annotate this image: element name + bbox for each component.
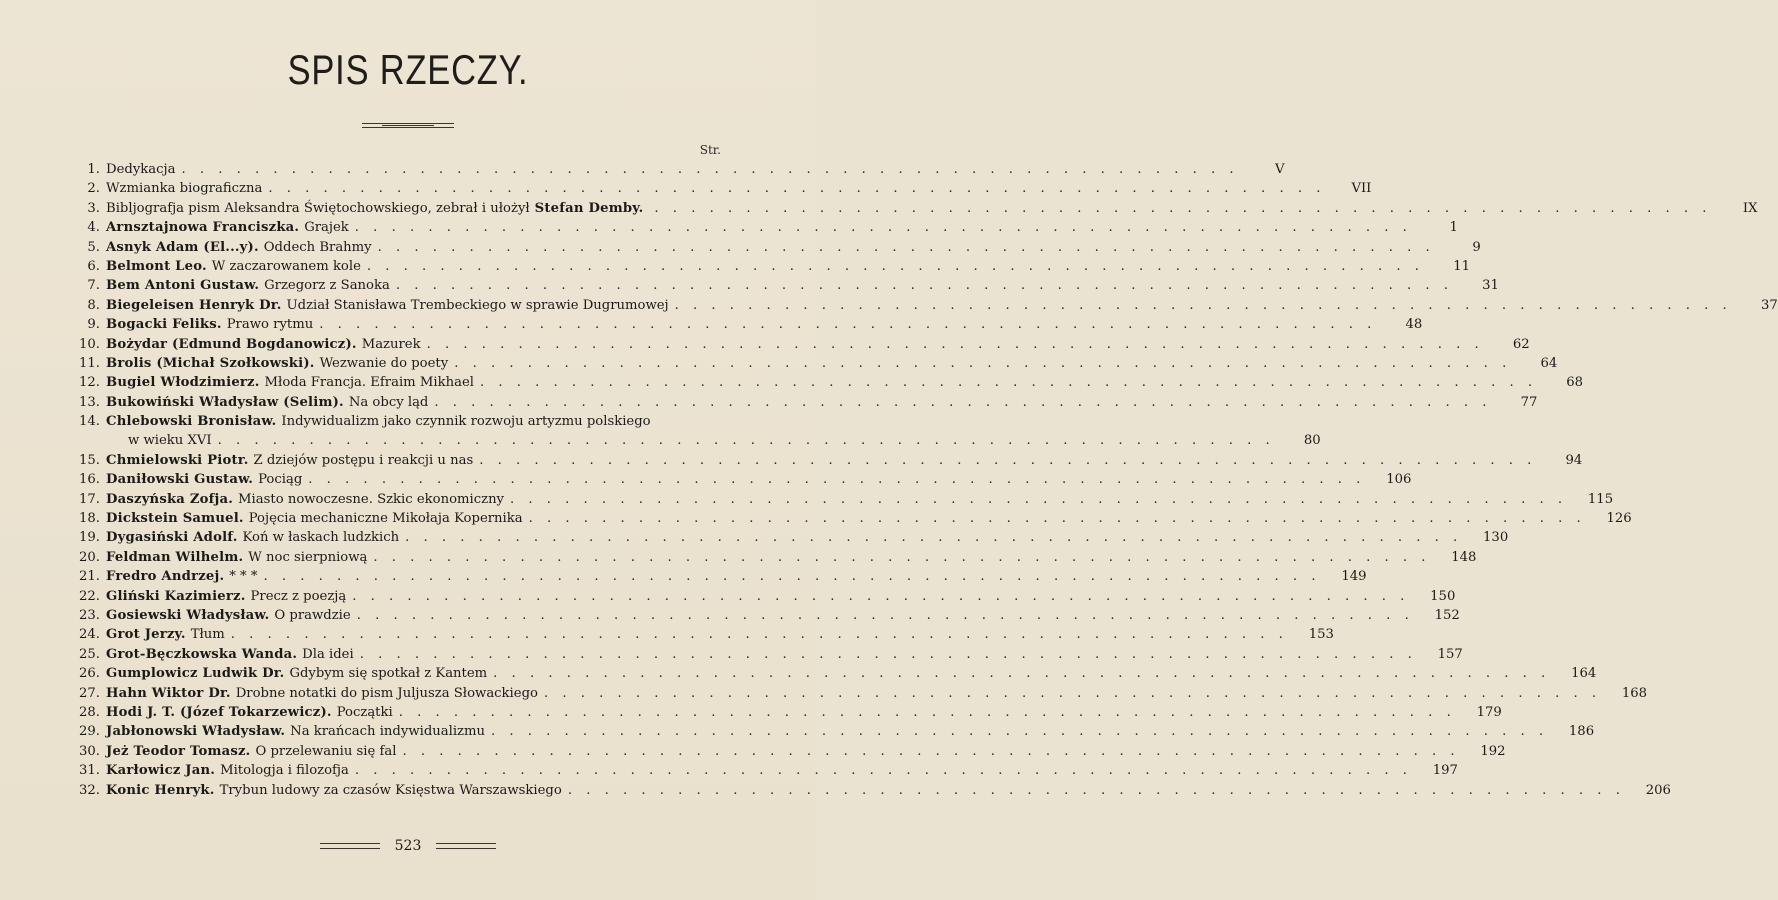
- entry-page: VII: [1351, 181, 1372, 197]
- title-rule-ornament: [362, 123, 454, 128]
- leader-dots: [181, 160, 1238, 179]
- entry-page: 186: [1568, 724, 1595, 740]
- toc-entry: [76, 412, 1321, 451]
- entry-page: 197: [1432, 763, 1458, 779]
- entry-author: Grot Jerzy.: [106, 627, 186, 643]
- entry-number: 27.: [79, 685, 100, 701]
- entry-author: Bukowiński Władysław (Selim).: [106, 394, 344, 410]
- toc-entry: [76, 276, 1499, 295]
- page-column-label: Str.: [699, 143, 721, 157]
- entry-author: Brolis (Michał Szołkowski).: [106, 355, 315, 371]
- toc-entry: [76, 238, 1481, 257]
- leader-dots: [396, 276, 1453, 295]
- entry-page: 1: [1449, 220, 1458, 236]
- entry-page: 31: [1482, 278, 1499, 294]
- leader-dots: [263, 567, 1320, 586]
- leader-dots: [319, 315, 1376, 334]
- entry-page: 168: [1621, 685, 1648, 701]
- entry-page: V: [1275, 162, 1285, 177]
- entry-title: * * *: [229, 569, 258, 585]
- leader-dots: [308, 470, 1365, 489]
- entry-title: Grajek: [304, 220, 349, 236]
- entry-author: Chmielowski Piotr.: [106, 452, 249, 468]
- entry-page: 94: [1565, 452, 1583, 468]
- page-footer: [0, 838, 816, 854]
- leader-dots: [479, 451, 1536, 470]
- entry-author: Hahn Wiktor Dr.: [106, 685, 231, 701]
- entry-number: 26.: [79, 666, 100, 682]
- entry-number: 11.: [79, 355, 100, 371]
- entry-title: Z dziejów postępu i reakcji u nas: [253, 452, 474, 468]
- entry-page: 9: [1472, 239, 1481, 255]
- toc-entry: [76, 548, 1477, 567]
- entry-author: Daniłowski Gustaw.: [106, 472, 254, 488]
- entry-number: 14.: [79, 414, 100, 430]
- entry-page: 126: [1606, 511, 1632, 527]
- entry-title: Dedykacja: [106, 162, 176, 177]
- leader-dots: [480, 373, 1537, 392]
- entry-page: 179: [1476, 704, 1502, 720]
- entry-compiler: Stefan Demby.: [534, 200, 644, 216]
- toc-entry: [76, 528, 1509, 547]
- entry-page: IX: [1742, 200, 1758, 216]
- toc-entry: [76, 257, 1470, 276]
- toc-entry: [76, 296, 1778, 315]
- toc-entry: [76, 451, 1583, 470]
- leader-dots: [402, 742, 1459, 761]
- toc-entry: [76, 684, 1648, 703]
- leader-dots: [454, 354, 1511, 373]
- toc-entry: [76, 703, 1502, 722]
- toc-entry: [76, 393, 1538, 412]
- entry-author: Bugiel Włodzimierz.: [106, 375, 260, 391]
- entry-page: 115: [1587, 491, 1614, 507]
- entry-number: 19.: [79, 530, 100, 546]
- entry-title: Drobne notatki do pism Juljusza Słowackiego: [235, 685, 538, 701]
- entry-page: 11: [1453, 258, 1470, 274]
- entry-number: 3.: [87, 200, 100, 216]
- leader-dots: [399, 703, 1456, 722]
- entry-title: Miasto nowoczesne. Szkic ekonomiczny: [238, 491, 505, 507]
- entry-author: Asnyk Adam (El...y).: [106, 239, 259, 255]
- entry-number: 8.: [87, 297, 100, 313]
- leader-dots: [654, 199, 1711, 218]
- entry-page: 192: [1480, 743, 1506, 759]
- entry-number: 31.: [79, 763, 100, 779]
- leader-dots: [529, 509, 1586, 528]
- toc-entry: [76, 373, 1584, 392]
- entry-author: Belmont Leo.: [106, 258, 207, 274]
- entry-number: 25.: [79, 646, 100, 662]
- entry-author: Chlebowski Bronisław.: [106, 414, 277, 430]
- entry-number: 4.: [87, 220, 100, 236]
- entry-title: Indywidualizm jako czynnik rozwoju artyzmu polskiego: [281, 414, 651, 430]
- entry-number: 7.: [87, 278, 100, 294]
- entry-number: 22.: [79, 588, 100, 604]
- entry-author: Arnsztajnowa Franciszka.: [106, 220, 300, 236]
- entry-title: Wezwanie do poety: [319, 355, 449, 371]
- entry-title: Pojęcia mechaniczne Mikołaja Kopernika: [248, 511, 523, 527]
- toc-entry: [76, 645, 1463, 664]
- entry-title: Mazurek: [361, 336, 421, 352]
- entry-title: O przelewaniu się fal: [255, 743, 397, 759]
- entry-title: Gdybym się spotkał z Kantem: [289, 666, 488, 682]
- leader-dots: [675, 296, 1732, 315]
- toc-entry: [76, 354, 1558, 373]
- toc-entry: [76, 179, 1372, 198]
- entry-title-continued: w wieku XVI: [128, 433, 212, 449]
- entry-author: Grot-Bęczkowska Wanda.: [106, 646, 298, 662]
- entry-page: 37: [1760, 297, 1778, 313]
- entry-title: Wzmianka biograficzna: [106, 181, 263, 197]
- entry-author: Bożydar (Edmund Bogdanowicz).: [106, 336, 357, 352]
- entry-title: Precz z poezją: [250, 588, 347, 604]
- entry-number: 9.: [87, 317, 100, 333]
- entry-page: 206: [1645, 782, 1671, 798]
- entry-author: Dickstein Samuel.: [106, 511, 244, 527]
- leader-dots: [427, 335, 1484, 354]
- entry-page: 152: [1434, 608, 1460, 623]
- leader-dots: [434, 393, 1491, 412]
- toc-entry: [76, 470, 1412, 489]
- leader-dots: [360, 645, 1417, 664]
- leader-dots: [510, 490, 1567, 509]
- entry-author: Jabłonowski Władysław.: [106, 724, 286, 740]
- entry-author: Gliński Kazimierz.: [106, 588, 246, 604]
- toc-entry: [76, 490, 1614, 509]
- entry-title: Młoda Francja. Efraim Mikhael: [264, 375, 474, 391]
- entry-author: Biegeleisen Henryk Dr.: [106, 297, 282, 313]
- leader-dots: [357, 606, 1414, 625]
- footer-rule-left: [320, 843, 380, 849]
- entry-author: Daszyńska Zofja.: [106, 491, 234, 507]
- toc-entry: [76, 218, 1458, 237]
- toc-entry: [76, 742, 1506, 761]
- entry-number: 15.: [79, 452, 100, 468]
- entry-author: Jeż Teodor Tomasz.: [106, 743, 251, 759]
- entry-number: 16.: [79, 472, 100, 488]
- entry-title: W zaczarowanem kole: [211, 258, 361, 274]
- toc-entry: [76, 781, 1671, 800]
- entry-author: Konic Henryk.: [106, 782, 215, 798]
- entry-number: 13.: [79, 394, 100, 410]
- entry-author: Gumplowicz Ludwik Dr.: [106, 666, 285, 682]
- leader-dots: [491, 722, 1548, 741]
- entry-number: 1.: [87, 162, 100, 177]
- entry-number: 30.: [79, 743, 100, 759]
- entry-title: Grzegorz z Sanoka: [264, 278, 390, 294]
- entry-number: 5.: [87, 239, 100, 255]
- entry-title: Oddech Brahmy: [263, 239, 372, 255]
- entry-title: W noc sierpniową: [248, 549, 368, 565]
- entry-page: 64: [1540, 355, 1558, 371]
- toc-entry: [76, 315, 1423, 334]
- entry-page: 48: [1405, 317, 1423, 333]
- page-title: SPIS RZECZY.: [287, 46, 529, 93]
- entry-number: 23.: [79, 608, 100, 623]
- entry-page: 106: [1386, 472, 1412, 488]
- entry-page: 148: [1451, 549, 1477, 565]
- entry-author: Gosiewski Władysław.: [106, 608, 270, 623]
- toc-entry: [76, 509, 1632, 528]
- leader-dots: [218, 431, 1275, 450]
- toc-entry: [76, 761, 1458, 780]
- entry-title: Udział Stanisława Trembeckiego w sprawie Dugrumowej: [286, 297, 669, 313]
- leader-dots: [493, 664, 1550, 683]
- entry-number: 21.: [79, 569, 100, 585]
- leader-dots: [231, 625, 1288, 644]
- entry-page: 150: [1430, 588, 1456, 604]
- toc-entry: [76, 722, 1595, 741]
- leader-dots: [367, 257, 1424, 276]
- leader-dots: [373, 548, 1430, 567]
- toc-entry: [76, 587, 1456, 606]
- entry-number: 28.: [79, 704, 100, 720]
- toc-entry: [76, 199, 1758, 218]
- entry-title: Bibljografja pism Aleksandra Świętochowskiego, zebrał i ułożył: [106, 200, 530, 216]
- entry-number: 10.: [79, 336, 100, 352]
- entry-title: Pociąg: [258, 472, 303, 488]
- leader-dots: [355, 218, 1412, 237]
- page-number: 523: [394, 838, 422, 854]
- entry-number: 24.: [79, 627, 100, 643]
- leader-dots: [544, 684, 1601, 703]
- entry-author: Bogacki Feliks.: [106, 317, 222, 333]
- entry-number: 12.: [79, 375, 100, 391]
- entry-title: Trybun ludowy za czasów Księstwa Warszawskiego: [219, 782, 562, 798]
- entry-page: 153: [1308, 627, 1334, 643]
- entry-author: Feldman Wilhelm.: [106, 549, 244, 565]
- entry-page: 68: [1566, 375, 1584, 391]
- entry-page: 130: [1483, 530, 1509, 546]
- entry-title: Prawo rytmu: [226, 317, 314, 333]
- toc-entry: [76, 335, 1530, 354]
- leader-dots: [378, 238, 1435, 257]
- entry-title: Początki: [336, 704, 393, 720]
- entry-author: Karłowicz Jan.: [106, 763, 216, 779]
- entry-page: 77: [1520, 394, 1538, 410]
- footer-rule-right: [436, 843, 496, 849]
- entry-number: 18.: [79, 511, 100, 527]
- entry-page: 149: [1341, 569, 1367, 585]
- entry-page: 62: [1512, 336, 1530, 352]
- entry-title: Koń w łaskach ludzkich: [242, 530, 400, 546]
- entry-page: 157: [1437, 646, 1463, 662]
- leader-dots: [405, 528, 1462, 547]
- toc-entry: [76, 625, 1334, 644]
- leader-dots: [568, 781, 1625, 800]
- leader-dots: [268, 179, 1325, 198]
- entry-number: 32.: [79, 782, 100, 798]
- toc-entry: [76, 664, 1597, 683]
- toc-entry: [76, 567, 1367, 586]
- entry-page: 80: [1303, 433, 1321, 449]
- entry-author: Fredro Andrzej.: [106, 569, 225, 585]
- entry-author: Dygasiński Adolf.: [106, 530, 238, 546]
- entry-title: Na krańcach indywidualizmu: [290, 724, 486, 740]
- leader-dots: [352, 587, 1409, 606]
- toc-entry: [76, 160, 1285, 179]
- entry-number: 29.: [79, 724, 100, 740]
- entry-author: Bem Antoni Gustaw.: [106, 278, 260, 294]
- entry-page: 164: [1571, 666, 1597, 682]
- entry-title: Dla idei: [302, 646, 354, 662]
- entry-title: O prawdzie: [274, 608, 351, 623]
- entry-number: 2.: [87, 181, 100, 197]
- entry-number: 17.: [79, 491, 100, 507]
- table-of-contents: [76, 160, 1778, 800]
- entry-title: Na obcy ląd: [348, 394, 429, 410]
- entry-title: Tłum: [190, 627, 225, 643]
- toc-entry: [76, 606, 1460, 625]
- entry-number: 20.: [79, 549, 100, 565]
- entry-title: Mitologja i filozofja: [220, 763, 349, 779]
- entry-number: 6.: [87, 258, 100, 274]
- leader-dots: [355, 761, 1412, 780]
- entry-author: Hodi J. T. (Józef Tokarzewicz).: [106, 704, 332, 720]
